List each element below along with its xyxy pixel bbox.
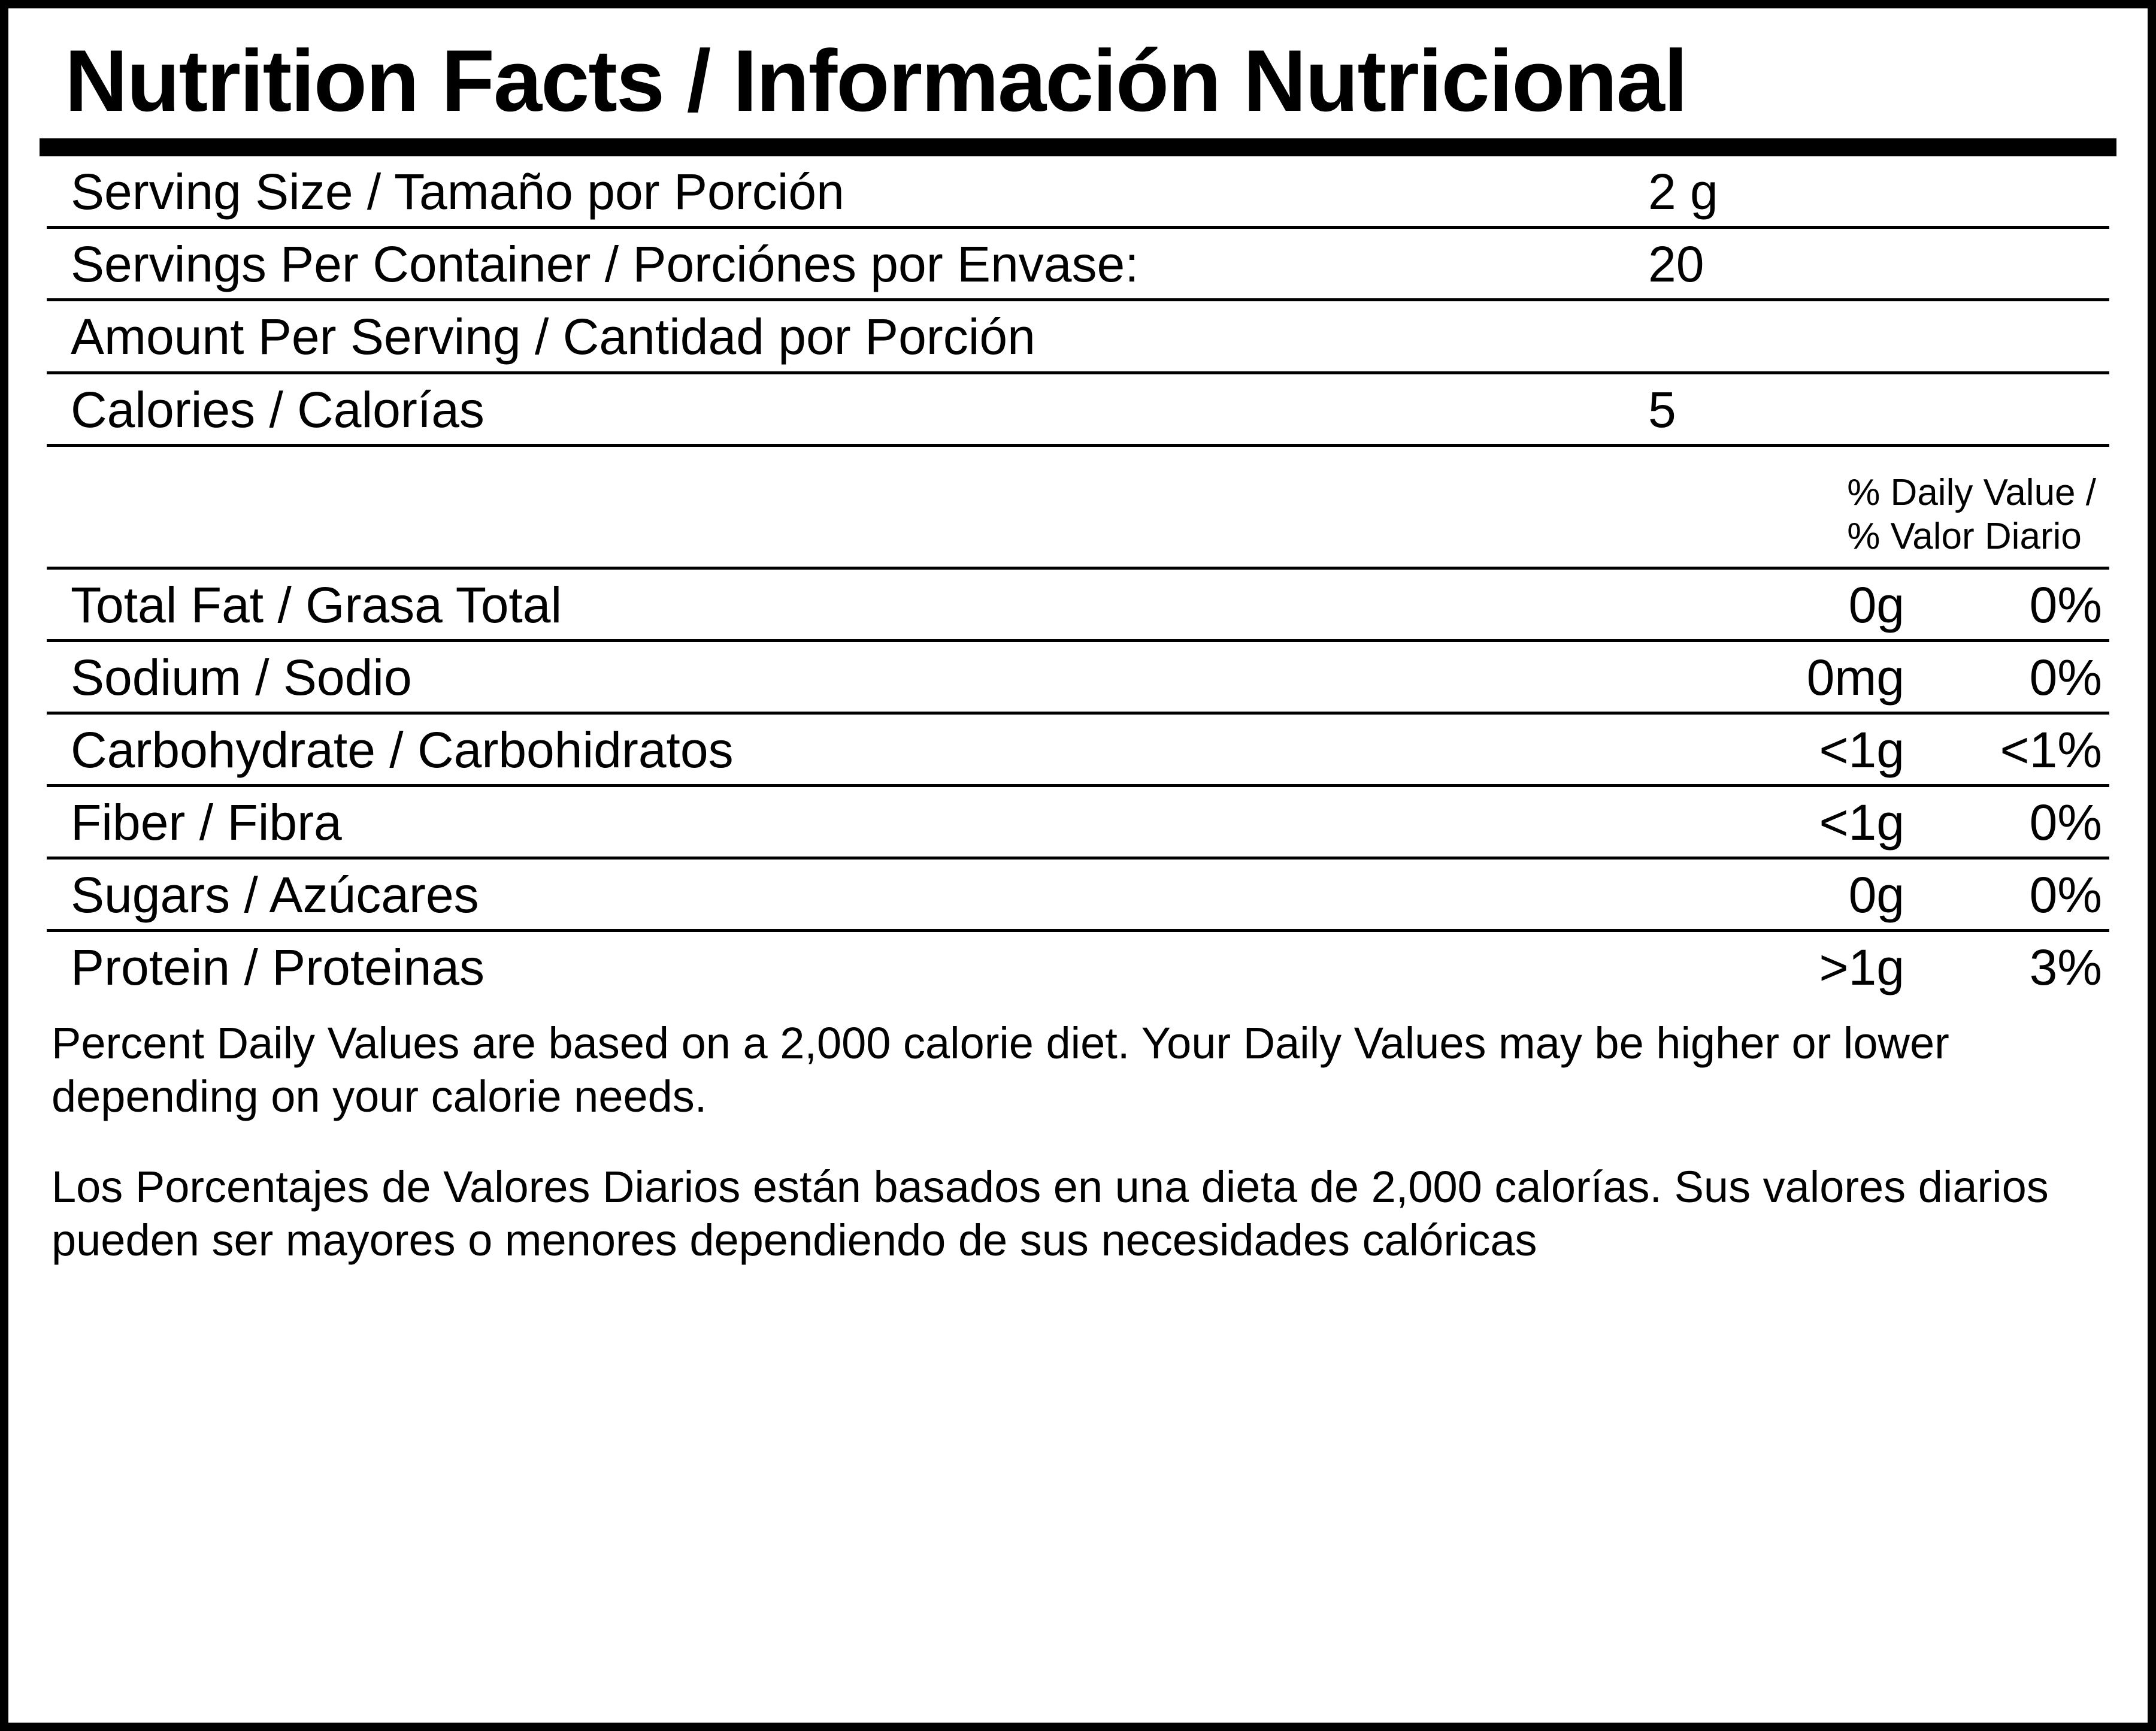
nutrient-label: Fiber / Fibra xyxy=(71,794,342,851)
daily-value-header-line-en: % Daily Value / xyxy=(1847,471,2096,513)
nutrient-amount: >1g xyxy=(1819,939,1904,996)
calories-row xyxy=(47,374,2109,447)
nutrient-row xyxy=(47,860,2109,932)
footnotes-section xyxy=(40,1001,2116,1267)
servings-per-container-label: Servings Per Container / Porciónes por Envase: xyxy=(71,236,1139,293)
daily-value-header-line-es: % Valor Diario xyxy=(1847,515,2082,557)
nutrient-amount: 0g xyxy=(1848,867,1904,924)
nutrient-label: Total Fat / Grasa Total xyxy=(71,576,562,633)
footnote-english: Percent Daily Values are based on a 2,000 calorie diet. Your Daily Values may be higher or lower depending on your calorie needs. xyxy=(52,1018,1949,1122)
nutrient-row xyxy=(47,715,2109,787)
servings-per-container-row xyxy=(47,229,2109,301)
serving-size-row xyxy=(47,156,2109,229)
footnote-spanish: Los Porcentajes de Valores Diarios están basados en una dieta de 2,000 calorías. Sus valores diarios pueden ser mayores o menores dependiendo de sus necesidades calóricas xyxy=(52,1161,2049,1265)
nutrient-label: Carbohydrate / Carbohidratos xyxy=(71,722,734,779)
nutrient-amount: <1g xyxy=(1819,794,1904,851)
amount-per-serving-row xyxy=(47,301,2109,374)
nutrient-label: Sodium / Sodio xyxy=(71,649,412,706)
nutrient-daily-value: 0% xyxy=(2029,867,2102,924)
nutrient-amount: 0g xyxy=(1848,576,1904,633)
serving-size-value: 2 g xyxy=(1648,164,1718,220)
nutrient-row xyxy=(47,932,2109,1001)
page-title: Nutrition Facts / Información Nutricional xyxy=(65,32,1687,129)
nutrient-amount: <1g xyxy=(1819,722,1904,779)
nutrient-daily-value: 0% xyxy=(2029,649,2102,706)
serving-info-section xyxy=(40,156,2116,1001)
nutrient-daily-value: 0% xyxy=(2029,794,2102,851)
nutrient-row xyxy=(47,642,2109,715)
daily-value-header xyxy=(47,447,2109,570)
nutrient-label: Sugars / Azúcares xyxy=(71,867,479,924)
nutrient-daily-value: <1% xyxy=(2000,722,2102,779)
nutrient-daily-value: 0% xyxy=(2029,576,2102,633)
calories-value: 5 xyxy=(1648,381,1676,438)
nutrient-label: Protein / Proteinas xyxy=(71,939,485,996)
nutrient-row xyxy=(47,787,2109,860)
nutrient-amount: 0mg xyxy=(1806,649,1904,706)
daily-value-header-text xyxy=(1847,471,2102,567)
calories-label: Calories / Calorías xyxy=(71,381,485,438)
serving-size-label: Serving Size / Tamaño por Porción xyxy=(71,164,844,220)
amount-per-serving-label: Amount Per Serving / Cantidad por Porción xyxy=(71,308,1035,365)
title-divider xyxy=(40,138,2116,156)
nutrient-row xyxy=(47,570,2109,642)
nutrient-daily-value: 3% xyxy=(2029,939,2102,996)
servings-per-container-value: 20 xyxy=(1648,236,1704,293)
